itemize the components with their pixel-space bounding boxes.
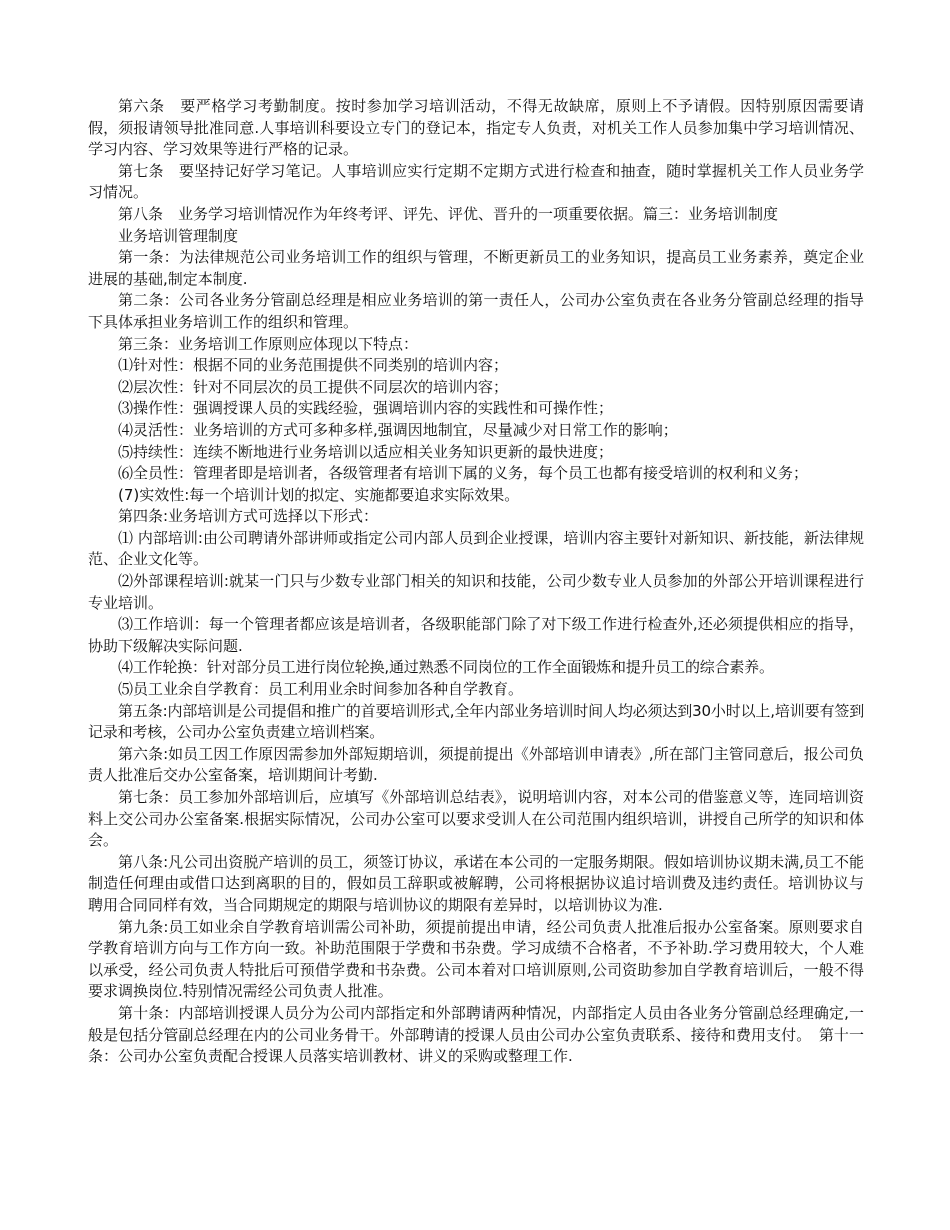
article-10-11: 第十条：内部培训授课人员分为公司内部指定和外部聘请两种情况，内部指定人员由各业务分管副总经理确定,一般是包括分管副总经理在内的公司业务骨干。外部聘请的授课人员由公司办公室负责联系、接待和费用支付。 第十一条：公司办公室负责配合授课人员落实培训教材、讲义的采购或整理工作.	[88, 1003, 864, 1066]
principle-item: ⑷灵活性：业务培训的方式可多种多样,强调因地制宜，尽量减少对日常工作的影响；	[118, 420, 678, 439]
training-form-item: ⑸员工业余自学教育：员工利用业余时间参加各种自学教育。	[118, 680, 524, 699]
article-8-evaluation: 第八条 业务学习培训情况作为年终考评、评先、评优、晋升的一项重要依据。篇三：业务培训制度	[118, 204, 779, 223]
training-form-item: ⑷工作轮换：针对部分员工进行岗位轮换,通过熟悉不同岗位的工作全面锻炼和提升员工的综合素养。	[118, 658, 774, 677]
principle-item: (7)实效性:每一个培训计划的拟定、实施都要追求实际效果。	[118, 485, 520, 504]
article-8: 第八条:凡公司出资脱产培训的员工，须签订协议，承诺在本公司的一定服务期限。假如培训协议期未满,员工不能制造任何理由或借口达到离职的目的，假如员工辞职或被解聘，公司将根据协议追讨培训费及违约责任。培训协议与聘用合同同样有效，当合同期规定的期限与培训协议的期限有差异时，以培训协议为准.	[88, 852, 864, 914]
article-7: 第七条：员工参加外部培训后，应填写《外部培训总结表》，说明培训内容，对本公司的借鉴意义等，连同培训资料上交公司办公室备案.根据实际情况，公司办公室可以要求受训人在公司范围内组织培训，讲授自己所学的知识和体会。	[88, 788, 864, 850]
principle-item: ⑴针对性：根据不同的业务范围提供不同类别的培训内容；	[118, 356, 509, 375]
principle-item: ⑶操作性：强调授课人员的实践经验，强调培训内容的实践性和可操作性；	[118, 399, 614, 418]
article-4: 第四条:业务培训方式可选择以下形式：	[118, 507, 379, 526]
article-6: 第六条:如员工因工作原因需参加外部短期培训，须提前提出《外部培训申请表》,所在部门主管同意后，报公司负责人批准后交办公室备案，培训期间计考勤.	[88, 744, 864, 785]
article-6-attendance: 第六条 要严格学习考勤制度。按时参加学习培训活动，不得无故缺席，原则上不予请假。因特别原因需要请假，须报请领导批准同意.人事培训科要设立专门的登记本，指定专人负责，对机关工作人员参加集中学习培训情况、学习内容、学习效果等进行严格的记录。	[88, 97, 864, 159]
training-form-item: ⑶工作培训：每一个管理者都应该是培训者，各级职能部门除了对下级工作进行检查外,还必须提供相应的指导，协助下级解决实际问题.	[88, 615, 864, 655]
article-5: 第五条:内部培训是公司提倡和推广的首要培训形式,全年内部业务培训时间人均必须达到30小时以上,培训要有签到记录和考核，公司办公室负责建立培训档案。	[88, 701, 864, 742]
principle-item: ⑸持续性：连续不断地进行业务培训以适应相关业务知识更新的最快进度；	[118, 442, 614, 461]
document-body	[88, 96, 864, 1068]
training-form-item: ⑴ 内部培训:由公司聘请外部讲师或指定公司内部人员到企业授课，培训内容主要针对新知识、新技能，新法律规范、企业文化等。	[88, 528, 864, 569]
article-1: 第一条：为法律规范公司业务培训工作的组织与管理，不断更新员工的业务知识，提高员工业务素养，奠定企业进展的基础,制定本制度.	[88, 248, 864, 288]
principle-item: ⑵层次性：针对不同层次的员工提供不同层次的培训内容；	[118, 377, 509, 396]
training-form-item: ⑵外部课程培训:就某一门只与少数专业部门相关的知识和技能，公司少数专业人员参加的外部公开培训课程进行专业培训。	[88, 572, 864, 612]
section-title: 业务培训管理制度	[118, 226, 239, 245]
principle-item: ⑹全员性：管理者即是培训者，各级管理者有培训下属的义务，每个员工也都有接受培训的权利和义务；	[118, 464, 809, 483]
article-7-notes: 第七条 要坚持记好学习笔记。人事培训应实行定期不定期方式进行检查和抽查，随时掌握机关工作人员业务学习情况。	[88, 161, 864, 202]
article-3: 第三条：业务培训工作原则应体现以下特点：	[118, 334, 419, 353]
article-9: 第九条:员工如业余自学教育培训需公司补助，须提前提出申请，经公司负责人批准后报办公室备案。原则要求自学教育培训方向与工作方向一致。补助范围限于学费和书杂费。学习成绩不合格者，不予补助.学习费用较大，个人难以承受，经公司负责人特批后可预借学费和书杂费。公司本着对口培训原则,公司资助参加自学教育培训后，一般不得要求调换岗位.特别情况需经公司负责人批准。	[88, 917, 864, 1001]
article-2: 第二条：公司各业务分管副总经理是相应业务培训的第一责任人，公司办公室负责在各业务分管副总经理的指导下具体承担业务培训工作的组织和管理。	[88, 291, 864, 331]
